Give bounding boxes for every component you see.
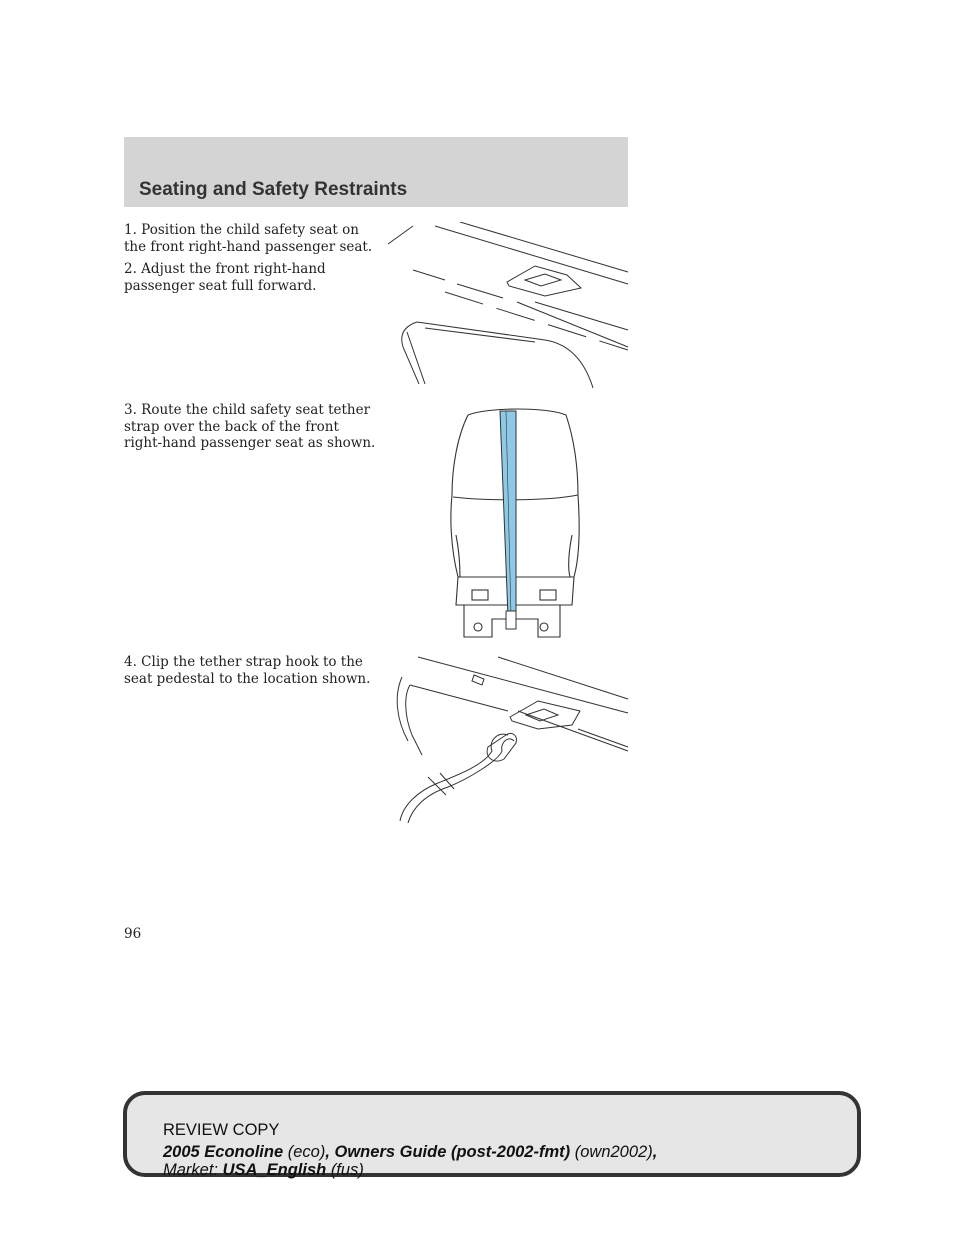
- review-copy-line-3: [163, 1161, 364, 1180]
- model-name: 2005 Econoline: [163, 1143, 284, 1161]
- guide-name: Owners Guide (post-2002-fmt): [334, 1143, 571, 1161]
- seat-pedestal-illustration: [385, 222, 630, 390]
- market-label: Market:: [163, 1161, 219, 1179]
- seat-back-strap-illustration: [448, 405, 584, 640]
- section-title: Seating and Safety Restraints: [139, 179, 408, 200]
- page-number: 96: [124, 926, 142, 942]
- separator: ,: [325, 1143, 330, 1161]
- step-1-text: 1. Position the child safety seat on the front right-hand passenger seat.: [124, 222, 373, 255]
- step-3-text: 3. Route the child safety seat tether strap over the back of the front right-hand passenger seat as shown.: [124, 402, 376, 451]
- guide-code: (own2002): [574, 1143, 653, 1161]
- model-code: (eco): [287, 1143, 326, 1161]
- review-copy-box: [123, 1091, 861, 1177]
- market-name: USA_English: [222, 1161, 327, 1179]
- tether-hook-illustration: [388, 655, 630, 825]
- separator: ,: [652, 1143, 658, 1161]
- review-copy-line-2: [163, 1143, 657, 1162]
- market-code: (fus): [330, 1161, 364, 1179]
- step-4-text: 4. Clip the tether strap hook to the seat pedestal to the location shown.: [124, 654, 371, 687]
- section-header: [124, 137, 628, 207]
- step-2-text: 2. Adjust the front right-hand passenger seat full forward.: [124, 261, 326, 294]
- review-copy-label: REVIEW COPY: [163, 1121, 280, 1139]
